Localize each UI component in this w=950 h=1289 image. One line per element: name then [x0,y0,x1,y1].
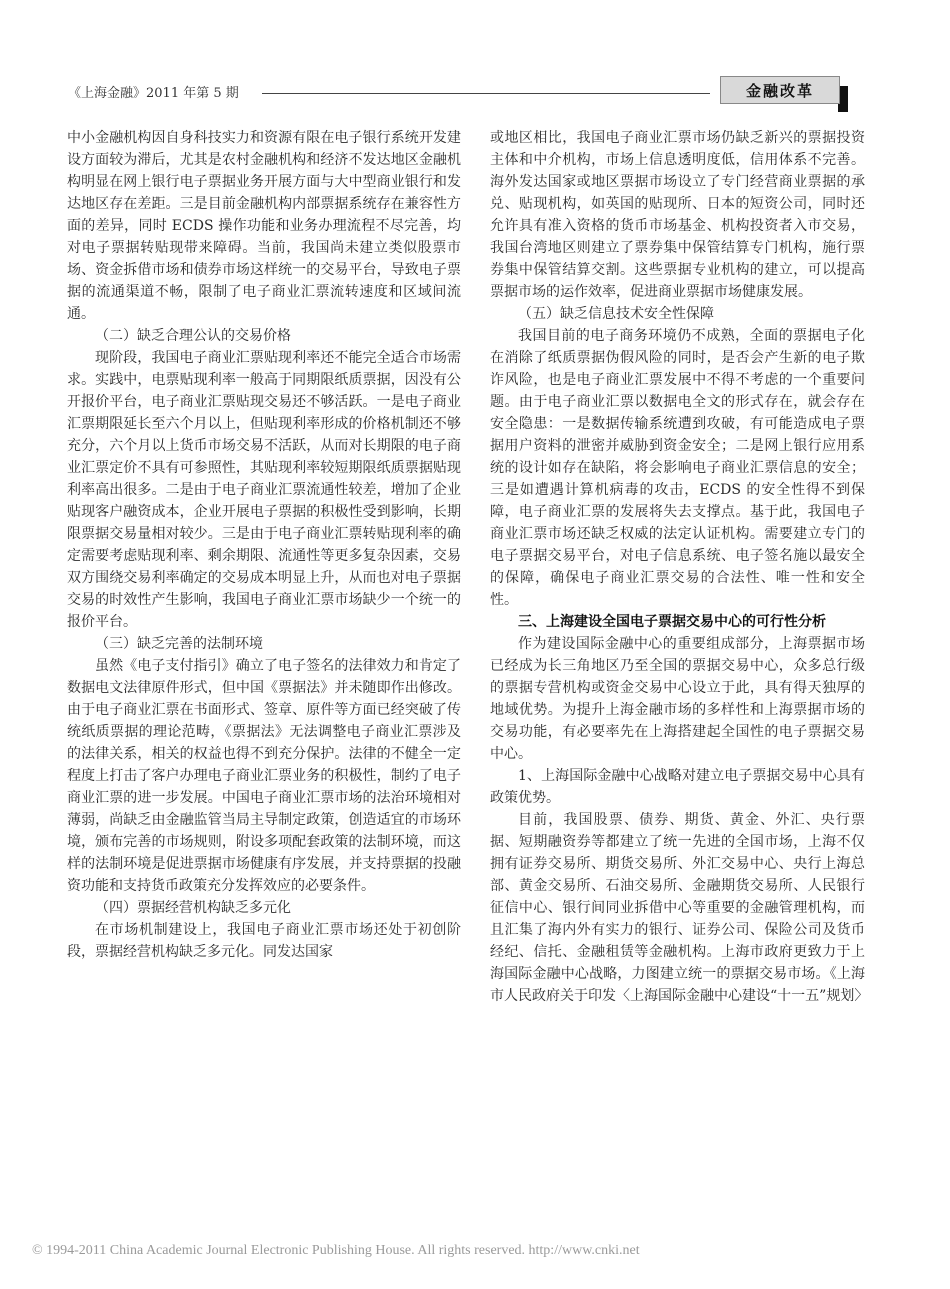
body-paragraph: 现阶段，我国电子商业汇票贴现利率还不能完全适合市场需求。实践中，电票贴现利率一般高于同期限纸质票据，因没有公开报价平台，电子商业汇票贴现交易还不够活跃。一是电子商业汇票期限延长至六个月以上，但贴现利率形成的价格机制还不够充分，六个月以上货币市场交易不活跃，从而对长期限的电子商业汇票定价不具有可参照性，其贴现利率较短期限纸质票据贴现利率高出很多。二是由于电子商业汇票流通性较差，增加了企业贴现客户融资成本，企业开展电子票据的积极性受到影响，长期限票据交易量相对较少。三是由于电子商业汇票转贴现利率的确定需要考虑贴现利率、剩余期限、流通性等更多复杂因素，交易双方围绕交易利率确定的交易成本明显上升，从而也对电子票据交易的时效性产生影响，我国电子商业汇票市场缺少一个统一的报价平台。 [67,350,461,630]
subsection-heading: （三）缺乏完善的法制环境 [95,636,263,652]
subsection-heading: （四）票据经营机构缺乏多元化 [95,900,291,916]
left-text-column [67,127,461,963]
body-paragraph: 1、上海国际金融中心战略对建立电子票据交易中心具有政策优势。 [490,768,865,806]
section-title-tab: 金融改革 [720,76,840,104]
subsection-heading: （二）缺乏合理公认的交易价格 [95,328,291,344]
copyright-footer: © 1994-2011 China Academic Journal Electronic Publishing House. All rights reserved. http://www.cnki.net [32,1243,640,1258]
body-paragraph: 在市场机制建设上，我国电子商业汇票市场还处于初创阶段，票据经营机构缺乏多元化。同发达国家 [67,922,461,960]
subsection-heading: （五）缺乏信息技术安全性保障 [518,306,714,322]
body-paragraph: 作为建设国际金融中心的重要组成部分，上海票据市场已经成为长三角地区乃至全国的票据交易中心，众多总行级的票据专营机构或资金交易中心设立于此，具有得天独厚的地域优势。为提升上海金融市场的多样性和上海票据市场的交易功能，有必要率先在上海搭建起全国性的电子票据交易中心。 [490,636,865,762]
continued-paragraph: 中小金融机构因自身科技实力和资源有限在电子银行系统开发建设方面较为滞后，尤其是农村金融机构和经济不发达地区金融机构明显在网上银行电子票据业务开展方面与大中型商业银行和发达地区存在差距。三是目前金融机构内部票据系统存在兼容性方面的差异，同时 ECDS 操作功能和业务办理流程不尽完善，均对电子票据转贴现带来障碍。当前，我国尚未建立类似股票市场、资金拆借市场和债券市场这样统一的交易平台，导致电子票据的流通渠道不畅，限制了电子商业汇票流转速度和区域间流通。 [67,130,461,322]
right-text-column [490,127,869,1007]
section-heading: 三、上海建设全国电子票据交易中心的可行性分析 [518,614,826,630]
body-paragraph: 我国目前的电子商务环境仍不成熟，全面的票据电子化在消除了纸质票据伪假风险的同时，是否会产生新的电子欺诈风险，也是电子商业汇票发展中不得不考虑的一个重要问题。由于电子商业汇票以数据电全文的形式存在，就会存在安全隐患：一是数据传输系统遭到攻破，有可能造成电子票据用户资料的泄密并威胁到资金安全；二是网上银行应用系统的设计如存在缺陷，将会影响电子商业汇票信息的安全；三是如遭遇计算机病毒的攻击，ECDS 的安全性得不到保障，电子商业汇票的发展将失去支撑点。基于此，我国电子商业汇票市场还缺乏权威的法定认证机构。需要建立专门的电子票据交易平台，对电子信息系统、电子签名施以最安全的保障，确保电子商业汇票交易的合法性、唯一性和安全性。 [490,328,865,608]
body-paragraph: 目前，我国股票、债券、期货、黄金、外汇、央行票据、短期融资券等都建立了统一先进的全国市场，上海不仅拥有证券交易所、期货交易所、外汇交易中心、央行上海总部、黄金交易所、石油交易所、金融期货交易所、人民银行征信中心、银行间同业拆借中心等重要的金融管理机构，而且汇集了海内外有实力的银行、证券公司、保险公司及货币经纪、信托、金融租赁等金融机构。上海市政府更致力于上海国际金融中心战略，力图建立统一的票据交易市场。《上海市人民政府关于印发〈上海国际金融中心建设“十一五”规划〉 [490,812,869,1004]
continued-paragraph: 或地区相比，我国电子商业汇票市场仍缺乏新兴的票据投资主体和中介机构，市场上信息透明度低，信用体系不完善。海外发达国家或地区票据市场设立了专门经营商业票据的承兑、贴现机构，如英国的贴现所、日本的短资公司，同时还允许具有准入资格的货币市场基金、机构投资者入市交易，我国台湾地区则建立了票券集中保管结算专门机构，施行票券集中保管结算交割。这些票据专业机构的建立，可以提高票据市场的运作效率，促进商业票据市场健康发展。 [490,130,865,300]
journal-issue-header: 《上海金融》2011 年第 5 期 [68,86,239,101]
header-rule [262,93,710,94]
body-paragraph: 虽然《电子支付指引》确立了电子签名的法律效力和肯定了数据电文法律原件形式，但中国《票据法》并未随即作出修改。由于电子商业汇票在书面形式、签章、原件等方面已经突破了传统纸质票据的理论范畴，《票据法》无法调整电子商业汇票涉及的法律关系，相关的权益也得不到充分保护。法律的不健全一定程度上打击了客户办理电子商业汇票业务的积极性，制约了电子商业汇票的进一步发展。中国电子商业汇票市场的法治环境相对薄弱，尚缺乏由金融监管当局主导制定政策，创造适宜的市场环境，颁布完善的市场规则，附设多项配套政策的法制环境，而这样的法制环境是促进票据市场健康有序发展，并支持票据的投融资功能和支持货币政策充分发挥效应的必要条件。 [67,658,461,894]
